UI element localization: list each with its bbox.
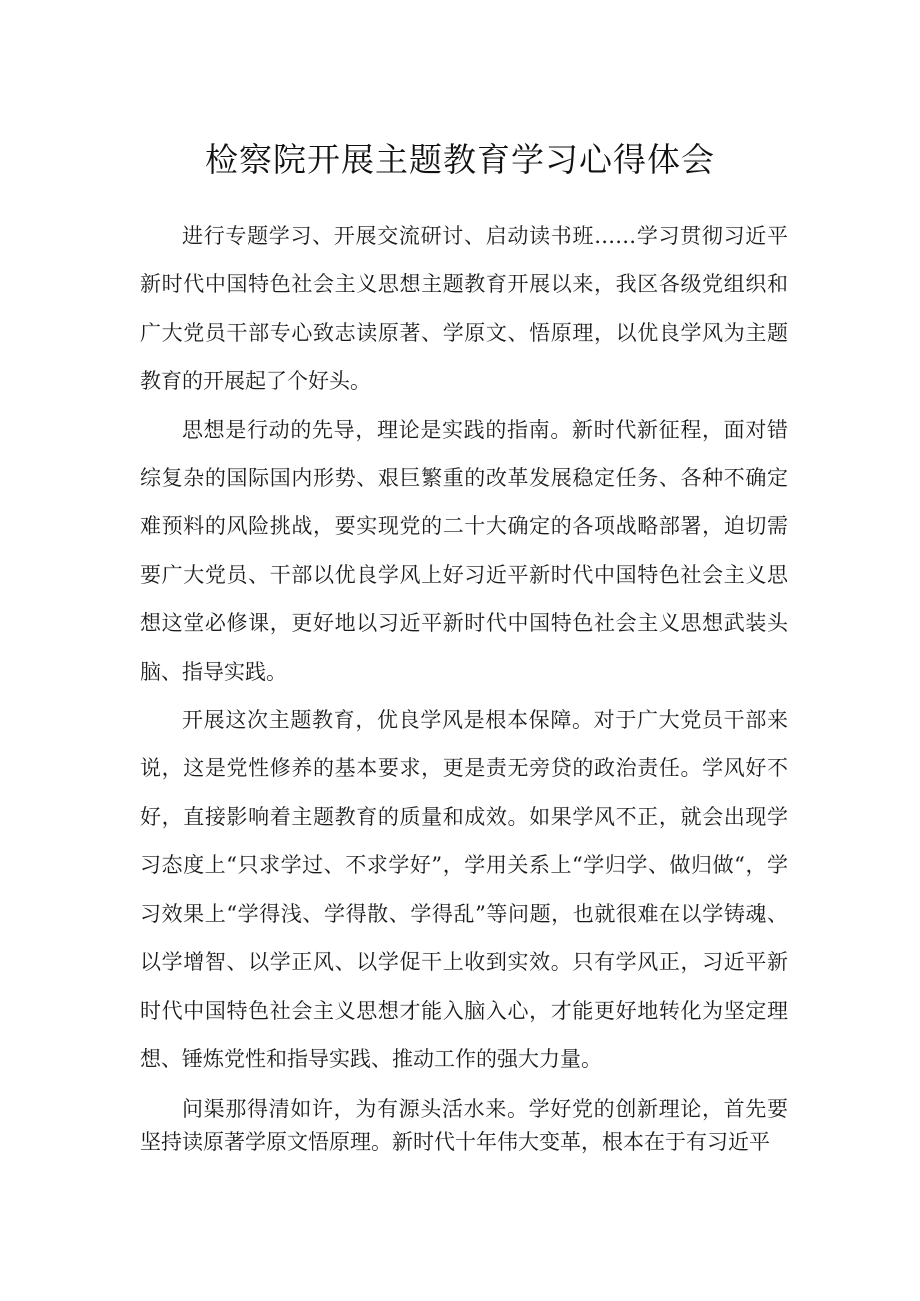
paragraph-3: 开展这次主题教育，优良学风是根本保障。对于广大党员干部来说，这是党性修养的基本要求，更是责无旁贷的政治责任。学风好不好，直接影响着主题教育的质量和成效。如果学风不正，就会出现学习态度上“只求学过、不求学好”，学用关系上“学归学、做归做“，学习效果上“学得浅、学得散、学得乱”等问题，也就很难在以学铸魂、以学增智、以学正风、以学促干上收到实效。只有学风正，习近平新时代中国特色社会主义思想才能入脑入心，才能更好地转化为坚定理想、锤炼党性和指导实践、推动工作的强大力量。: [140, 708, 788, 1071]
paragraph-2: 思想是行动的先导，理论是实践的指南。新时代新征程，面对错综复杂的国际国内形势、艰巨繁重的改革发展稳定任务、各种不确定难预料的风险挑战，要实现党的二十大确定的各项战略部署，迫切需要广大党员、干部以优良学风上好习近平新时代中国特色社会主义思想这堂必修课，更好地以习近平新时代中国特色社会主义思想武装头脑、指导实践。: [140, 417, 788, 684]
document-body: [140, 212, 788, 1159]
paragraph-4: 问渠那得清如许，为有源头活水来。学好党的创新理论，首先要坚持读原著学原文悟原理。新时代十年伟大变革，根本在于有习近平: [140, 1097, 788, 1155]
document-title: 检察院开展主题教育学习心得体会: [205, 140, 715, 179]
paragraph-1: 进行专题学习、开展交流研讨、启动读书班……学习贯彻习近平新时代中国特色社会主义思想主题教育开展以来，我区各级党组织和广大党员干部专心致志读原著、学原文、悟原理，以优良学风为主题教育的开展起了个好头。: [140, 224, 788, 394]
